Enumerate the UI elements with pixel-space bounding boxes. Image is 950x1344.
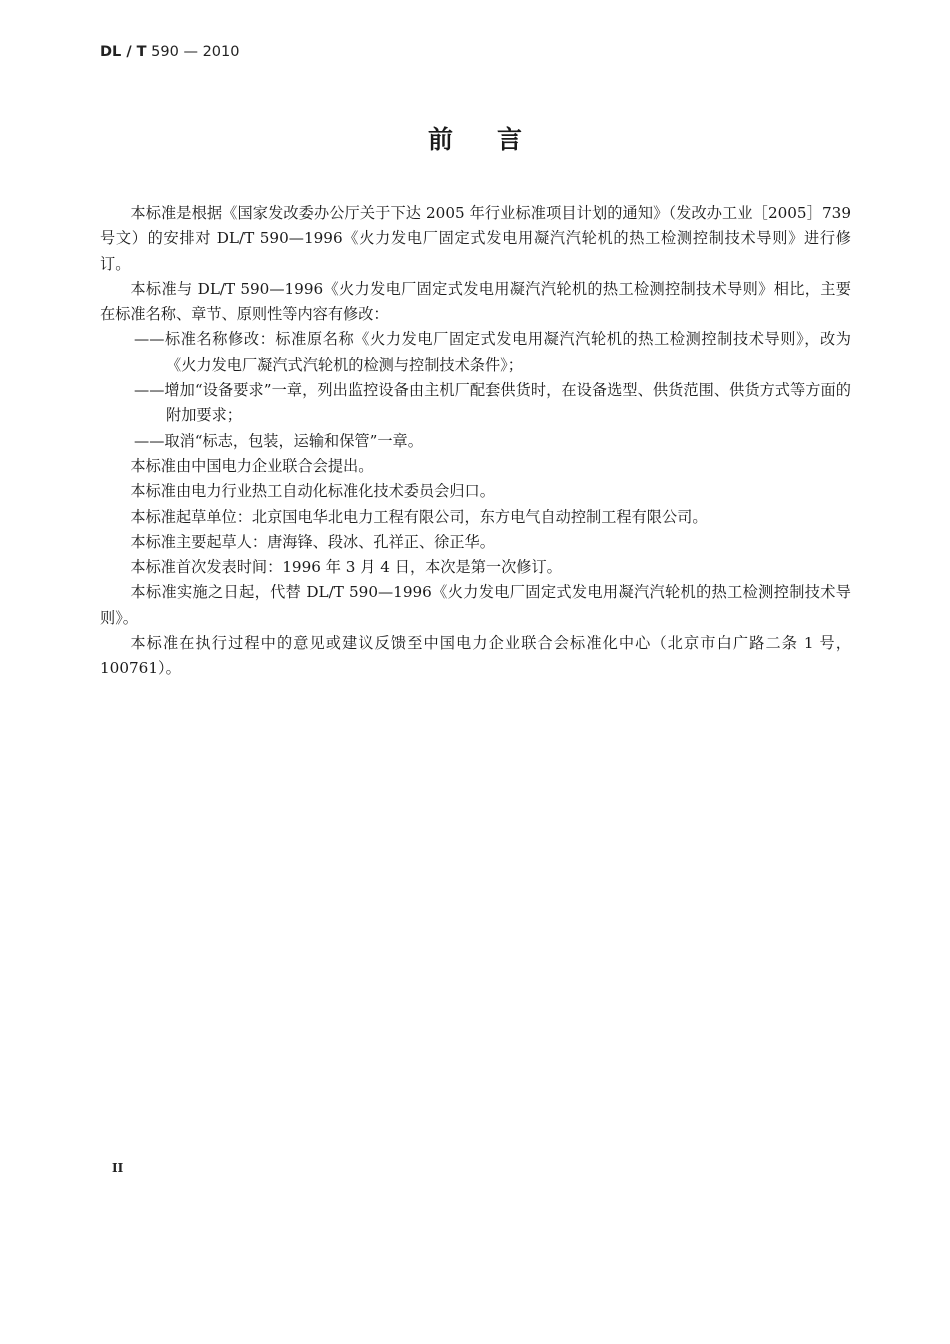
paragraph-comparison: 本标准与 DL/T 590—1996《火力发电厂固定式发电用凝汽汽轮机的热工检测控制技术导则》相比，主要在标准名称、章节、原则性等内容有修改： <box>100 279 851 324</box>
paragraph-centralized: 本标准由电力行业热工自动化标准化技术委员会归口。 <box>130 482 495 501</box>
page-number: II <box>112 1161 124 1175</box>
standard-code-number: 590 — 2010 <box>151 44 240 60</box>
document-header <box>100 44 239 60</box>
list-item-add-chapter: ——增加“设备要求”一章，列出监控设备由主机厂配套供货时，在设备选型、供货范围、供货方式等方面的附加要求； <box>134 381 851 425</box>
foreword-body <box>100 201 851 682</box>
paragraph-first-release: 本标准首次发表时间：1996 年 3 月 4 日，本次是第一次修订。 <box>130 558 562 577</box>
paragraph-proposer: 本标准由中国电力企业联合会提出。 <box>130 456 374 475</box>
paragraph-feedback: 本标准在执行过程中的意见或建议反馈至中国电力企业联合会标准化中心（北京市白广路二条 1 号，100761）。 <box>100 634 851 678</box>
list-item-remove-chapter: ——取消“标志，包装，运输和保管”一章。 <box>134 431 423 450</box>
paragraph-drafting-units: 本标准起草单位：北京国电华北电力工程有限公司，东方电气自动控制工程有限公司。 <box>130 507 708 526</box>
standard-code-prefix: DL / T <box>100 44 147 60</box>
list-item-name-change: ——标准名称修改：标准原名称《火力发电厂固定式发电用凝汽汽轮机的热工检测控制技术导则》，改为《火力发电厂凝汽式汽轮机的检测与控制技术条件》； <box>134 330 851 374</box>
paragraph-drafters: 本标准主要起草人：唐海锋、段冰、孔祥正、徐正华。 <box>130 532 495 551</box>
page-title: 前言 <box>427 125 566 154</box>
paragraph-replacement: 本标准实施之日起，代替 DL/T 590—1996《火力发电厂固定式发电用凝汽汽轮机的热工检测控制技术导则》。 <box>100 583 851 627</box>
paragraph-basis: 本标准是根据《国家发改委办公厅关于下达 2005 年行业标准项目计划的通知》（发改办工业［2005］739 号文）的安排对 DL/T 590—1996《火力发电厂固定式发电用凝汽汽轮机的热工检测控制技术导则》进行修订。 <box>100 204 851 273</box>
